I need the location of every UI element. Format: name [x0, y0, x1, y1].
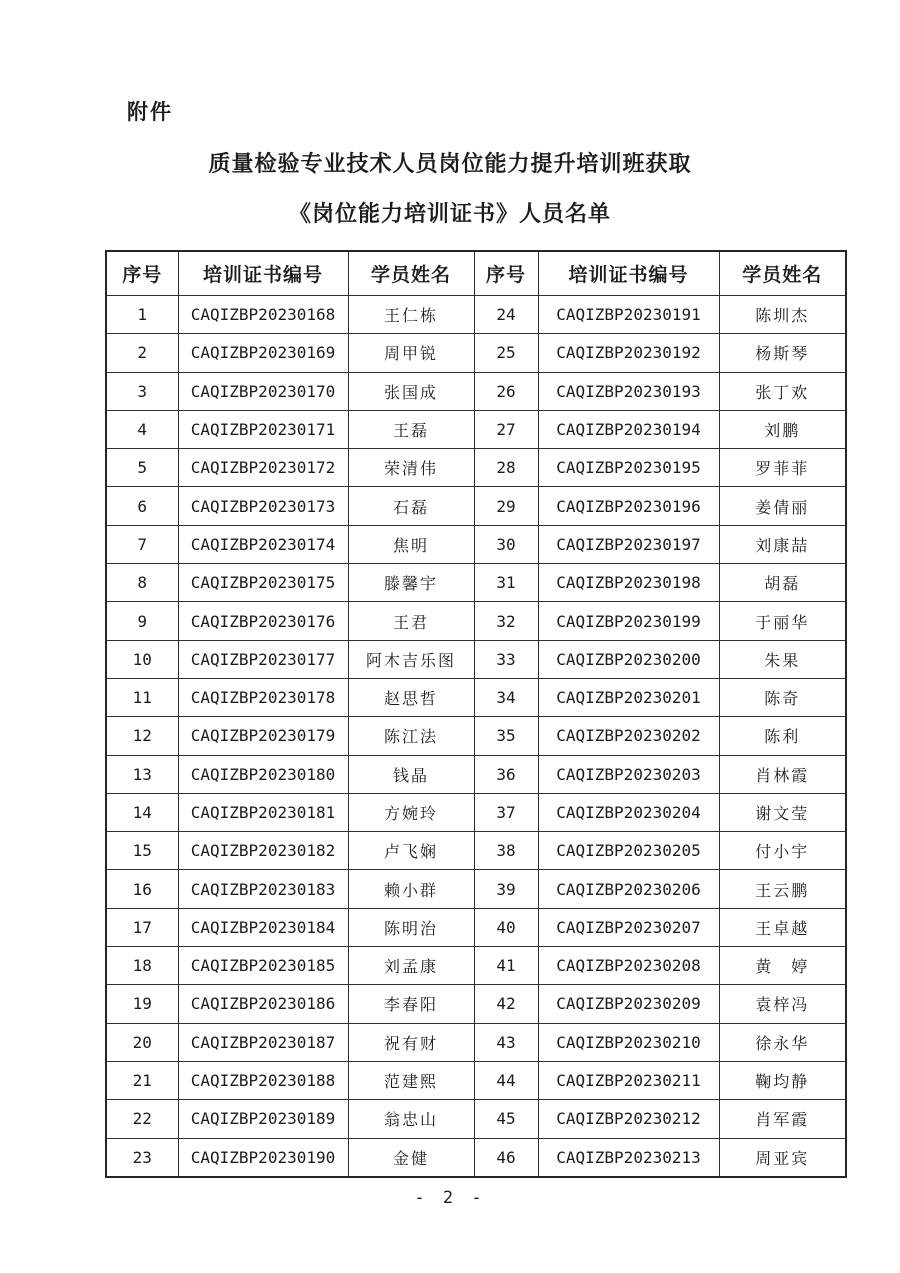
student-name-cell: 谢文莹 — [719, 793, 846, 831]
cert-number-cell: CAQIZBP20230206 — [538, 870, 719, 908]
table-body — [106, 296, 846, 1177]
table-row — [106, 372, 846, 410]
cert-number-cell: CAQIZBP20230193 — [538, 372, 719, 410]
row-number-cell: 41 — [474, 947, 538, 985]
student-name-cell: 肖军霞 — [719, 1100, 846, 1138]
cert-number-cell: CAQIZBP20230204 — [538, 793, 719, 831]
student-name-cell: 赵思哲 — [348, 678, 474, 716]
cert-number-cell: CAQIZBP20230186 — [178, 985, 348, 1023]
cert-number-cell: CAQIZBP20230211 — [538, 1061, 719, 1099]
cert-number-cell: CAQIZBP20230212 — [538, 1100, 719, 1138]
header-student-name-right: 学员姓名 — [719, 251, 846, 296]
cert-number-cell: CAQIZBP20230175 — [178, 564, 348, 602]
row-number-cell: 36 — [474, 755, 538, 793]
cert-number-cell: CAQIZBP20230172 — [178, 449, 348, 487]
student-name-cell: 石磊 — [348, 487, 474, 525]
row-number-cell: 27 — [474, 410, 538, 448]
row-number-cell: 29 — [474, 487, 538, 525]
student-name-cell: 方婉玲 — [348, 793, 474, 831]
cert-number-cell: CAQIZBP20230188 — [178, 1061, 348, 1099]
header-student-name-left: 学员姓名 — [348, 251, 474, 296]
cert-number-cell: CAQIZBP20230189 — [178, 1100, 348, 1138]
table-row — [106, 640, 846, 678]
row-number-cell: 24 — [474, 296, 538, 334]
row-number-cell: 38 — [474, 832, 538, 870]
cert-number-cell: CAQIZBP20230209 — [538, 985, 719, 1023]
student-name-cell: 付小宇 — [719, 832, 846, 870]
student-name-cell: 袁梓冯 — [719, 985, 846, 1023]
row-number-cell: 15 — [106, 832, 178, 870]
header-cert-number-right: 培训证书编号 — [538, 251, 719, 296]
student-name-cell: 焦明 — [348, 525, 474, 563]
student-name-cell: 王磊 — [348, 410, 474, 448]
student-name-cell: 赖小群 — [348, 870, 474, 908]
student-name-cell: 陈利 — [719, 717, 846, 755]
row-number-cell: 45 — [474, 1100, 538, 1138]
student-name-cell: 金健 — [348, 1138, 474, 1177]
row-number-cell: 43 — [474, 1023, 538, 1061]
cert-number-cell: CAQIZBP20230199 — [538, 602, 719, 640]
cert-number-cell: CAQIZBP20230182 — [178, 832, 348, 870]
cert-number-cell: CAQIZBP20230174 — [178, 525, 348, 563]
row-number-cell: 11 — [106, 678, 178, 716]
cert-number-cell: CAQIZBP20230176 — [178, 602, 348, 640]
student-name-cell: 朱果 — [719, 640, 846, 678]
row-number-cell: 37 — [474, 793, 538, 831]
student-name-cell: 肖林霞 — [719, 755, 846, 793]
table-row — [106, 985, 846, 1023]
student-name-cell: 杨斯琴 — [719, 334, 846, 372]
student-name-cell: 陈明治 — [348, 908, 474, 946]
cert-number-cell: CAQIZBP20230194 — [538, 410, 719, 448]
cert-number-cell: CAQIZBP20230210 — [538, 1023, 719, 1061]
student-name-cell: 鞠均静 — [719, 1061, 846, 1099]
cert-number-cell: CAQIZBP20230170 — [178, 372, 348, 410]
cert-number-cell: CAQIZBP20230200 — [538, 640, 719, 678]
row-number-cell: 30 — [474, 525, 538, 563]
row-number-cell: 3 — [106, 372, 178, 410]
table-row — [106, 947, 846, 985]
student-name-cell: 阿木吉乐图 — [348, 640, 474, 678]
cert-number-cell: CAQIZBP20230184 — [178, 908, 348, 946]
student-name-cell: 滕馨宇 — [348, 564, 474, 602]
table-row — [106, 602, 846, 640]
student-name-cell: 陈江法 — [348, 717, 474, 755]
cert-number-cell: CAQIZBP20230173 — [178, 487, 348, 525]
student-name-cell: 胡磊 — [719, 564, 846, 602]
table-row — [106, 755, 846, 793]
cert-number-cell: CAQIZBP20230178 — [178, 678, 348, 716]
row-number-cell: 20 — [106, 1023, 178, 1061]
row-number-cell: 12 — [106, 717, 178, 755]
row-number-cell: 6 — [106, 487, 178, 525]
cert-number-cell: CAQIZBP20230171 — [178, 410, 348, 448]
cert-number-cell: CAQIZBP20230192 — [538, 334, 719, 372]
student-name-cell: 卢飞娴 — [348, 832, 474, 870]
row-number-cell: 34 — [474, 678, 538, 716]
row-number-cell: 17 — [106, 908, 178, 946]
row-number-cell: 42 — [474, 985, 538, 1023]
cert-number-cell: CAQIZBP20230196 — [538, 487, 719, 525]
student-name-cell: 罗菲菲 — [719, 449, 846, 487]
cert-number-cell: CAQIZBP20230198 — [538, 564, 719, 602]
row-number-cell: 2 — [106, 334, 178, 372]
cert-number-cell: CAQIZBP20230213 — [538, 1138, 719, 1177]
table-row — [106, 870, 846, 908]
row-number-cell: 14 — [106, 793, 178, 831]
cert-number-cell: CAQIZBP20230191 — [538, 296, 719, 334]
table-row — [106, 793, 846, 831]
row-number-cell: 39 — [474, 870, 538, 908]
cert-number-cell: CAQIZBP20230181 — [178, 793, 348, 831]
table-row — [106, 525, 846, 563]
row-number-cell: 26 — [474, 372, 538, 410]
row-number-cell: 28 — [474, 449, 538, 487]
cert-number-cell: CAQIZBP20230197 — [538, 525, 719, 563]
student-name-cell: 周亚宾 — [719, 1138, 846, 1177]
attachment-label: 附件 — [127, 100, 173, 124]
page-number: - 2 - — [414, 1188, 486, 1208]
row-number-cell: 25 — [474, 334, 538, 372]
row-number-cell: 10 — [106, 640, 178, 678]
cert-number-cell: CAQIZBP20230207 — [538, 908, 719, 946]
row-number-cell: 32 — [474, 602, 538, 640]
table-row — [106, 410, 846, 448]
student-name-cell: 刘康喆 — [719, 525, 846, 563]
certificate-roster-table — [105, 250, 847, 1178]
row-number-cell: 18 — [106, 947, 178, 985]
table-row — [106, 1100, 846, 1138]
cert-number-cell: CAQIZBP20230169 — [178, 334, 348, 372]
cert-number-cell: CAQIZBP20230183 — [178, 870, 348, 908]
row-number-cell: 31 — [474, 564, 538, 602]
student-name-cell: 陈圳杰 — [719, 296, 846, 334]
table-row — [106, 1023, 846, 1061]
document-title-line2: 《岗位能力培训证书》人员名单 — [288, 201, 611, 226]
student-name-cell: 祝有财 — [348, 1023, 474, 1061]
row-number-cell: 13 — [106, 755, 178, 793]
table-row — [106, 832, 846, 870]
table-row — [106, 1138, 846, 1177]
table-row — [106, 564, 846, 602]
table-row — [106, 1061, 846, 1099]
student-name-cell: 于丽华 — [719, 602, 846, 640]
row-number-cell: 21 — [106, 1061, 178, 1099]
row-number-cell: 22 — [106, 1100, 178, 1138]
student-name-cell: 翁忠山 — [348, 1100, 474, 1138]
student-name-cell: 刘鹏 — [719, 410, 846, 448]
table-row — [106, 296, 846, 334]
student-name-cell: 王君 — [348, 602, 474, 640]
row-number-cell: 9 — [106, 602, 178, 640]
table-row — [106, 717, 846, 755]
cert-number-cell: CAQIZBP20230187 — [178, 1023, 348, 1061]
table-row — [106, 908, 846, 946]
student-name-cell: 周甲锐 — [348, 334, 474, 372]
row-number-cell: 35 — [474, 717, 538, 755]
row-number-cell: 4 — [106, 410, 178, 448]
student-name-cell: 王云鹏 — [719, 870, 846, 908]
row-number-cell: 33 — [474, 640, 538, 678]
cert-number-cell: CAQIZBP20230185 — [178, 947, 348, 985]
row-number-cell: 40 — [474, 908, 538, 946]
student-name-cell: 陈奇 — [719, 678, 846, 716]
header-row-number-left: 序号 — [106, 251, 178, 296]
row-number-cell: 7 — [106, 525, 178, 563]
student-name-cell: 姜倩丽 — [719, 487, 846, 525]
row-number-cell: 1 — [106, 296, 178, 334]
header-cert-number-left: 培训证书编号 — [178, 251, 348, 296]
cert-number-cell: CAQIZBP20230168 — [178, 296, 348, 334]
table-row — [106, 449, 846, 487]
row-number-cell: 44 — [474, 1061, 538, 1099]
student-name-cell: 王仁栋 — [348, 296, 474, 334]
student-name-cell: 张丁欢 — [719, 372, 846, 410]
cert-number-cell: CAQIZBP20230177 — [178, 640, 348, 678]
cert-number-cell: CAQIZBP20230205 — [538, 832, 719, 870]
cert-number-cell: CAQIZBP20230201 — [538, 678, 719, 716]
row-number-cell: 19 — [106, 985, 178, 1023]
row-number-cell: 46 — [474, 1138, 538, 1177]
cert-number-cell: CAQIZBP20230195 — [538, 449, 719, 487]
row-number-cell: 5 — [106, 449, 178, 487]
table-row — [106, 334, 846, 372]
student-name-cell: 张国成 — [348, 372, 474, 410]
table-row — [106, 678, 846, 716]
student-name-cell: 范建熙 — [348, 1061, 474, 1099]
student-name-cell: 王卓越 — [719, 908, 846, 946]
table-header-row — [106, 251, 846, 296]
cert-number-cell: CAQIZBP20230202 — [538, 717, 719, 755]
row-number-cell: 8 — [106, 564, 178, 602]
student-name-cell: 荣清伟 — [348, 449, 474, 487]
cert-number-cell: CAQIZBP20230190 — [178, 1138, 348, 1177]
student-name-cell: 李春阳 — [348, 985, 474, 1023]
cert-number-cell: CAQIZBP20230203 — [538, 755, 719, 793]
student-name-cell: 刘孟康 — [348, 947, 474, 985]
header-row-number-right: 序号 — [474, 251, 538, 296]
cert-number-cell: CAQIZBP20230208 — [538, 947, 719, 985]
student-name-cell: 黄 婷 — [719, 947, 846, 985]
table-row — [106, 487, 846, 525]
student-name-cell: 徐永华 — [719, 1023, 846, 1061]
row-number-cell: 16 — [106, 870, 178, 908]
student-name-cell: 钱晶 — [348, 755, 474, 793]
cert-number-cell: CAQIZBP20230180 — [178, 755, 348, 793]
document-title-line1: 质量检验专业技术人员岗位能力提升培训班获取 — [208, 151, 692, 176]
row-number-cell: 23 — [106, 1138, 178, 1177]
cert-number-cell: CAQIZBP20230179 — [178, 717, 348, 755]
